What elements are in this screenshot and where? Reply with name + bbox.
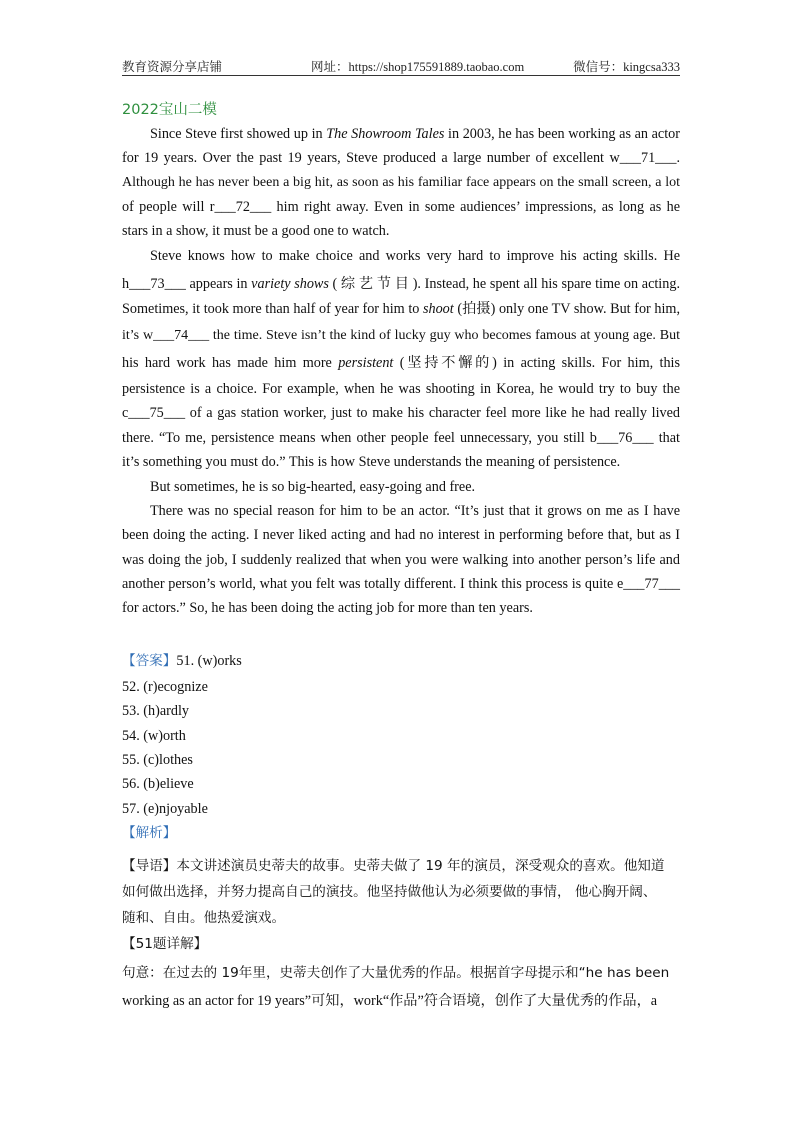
answer-57: 57. (e)njoyable (122, 801, 208, 817)
header-shop-name: 教育资源分享店铺 (122, 60, 223, 74)
passage-p4-line-1: There was no special reason for him to be an actor. “It’s just that it grows on me as I have (150, 503, 680, 519)
answer-53: 53. (h)ardly (122, 703, 189, 719)
passage-p4-line-4: another person’s world, what you felt was totally different. I think this process is quite e___77___ (122, 576, 680, 592)
page-header (122, 57, 680, 76)
passage-p4-line-3: was doing the job, I suddenly realized that when you were walking into another person’s life and (122, 552, 680, 568)
analysis-label: 【解析】 (122, 825, 177, 841)
passage-p1-line-2: for 19 years. Over the past 19 years, Steve produced a large number of excellent w___71___. (122, 150, 680, 166)
passage-p2-line-1: Steve knows how to make choice and works very hard to improve his acting skills. He (150, 248, 680, 264)
passage-p2-line-9: it’s something you must do.” This is how Steve understands the meaning of persistence. (122, 454, 621, 470)
passage-p2-line-7: c___75___ of a gas station worker, just to make his character feel more like he had really lived (122, 405, 680, 421)
guide-line-1: 【导语】本文讲述演员史蒂夫的故事。史蒂夫做了 19 年的演员，深受观众的喜欢。他知道 (122, 858, 665, 874)
answer-56: 56. (b)elieve (122, 776, 194, 792)
passage-p1-line-4: of people will r___72___ him right away. Even in some audiences’ impressions, as long as he (122, 199, 680, 215)
answer-label: 【答案】 (122, 653, 177, 669)
passage-p2-line-5: his hard work has made him more persistent (坚持不懈的) in acting skills. For him, this (122, 355, 681, 371)
passage-p2-line-8: there. “To me, persistence means when other people feel unnecessary, you still b___76___ that (122, 430, 680, 446)
guide-line-3: 随和、自由。他热爱演戏。 (122, 910, 286, 926)
passage-p4-line-2: been doing the acting. I never liked acting and had no interest in performing before that, but as I (122, 527, 680, 543)
passage-p2-line-2: h___73___ appears in variety shows ( 综 艺 节 目 ). Instead, he spent all his spare time on acting. (122, 276, 680, 292)
q51-detail-label: 【51题详解】 (122, 936, 208, 952)
header-wechat: 微信号：kingcsa333 (573, 60, 680, 74)
passage-p2-line-4: it’s w___74___ the time. Steve isn’t the kind of lucky guy who becomes famous at young age. But (122, 328, 680, 343)
passage-p4-line-5: for actors.” So, he has been doing the acting job for more than ten years. (122, 600, 533, 616)
passage-p1-line-3: Although he has never been a big hit, as soon as his familiar face appears on the small screen, a lot (122, 175, 680, 190)
q51-detail-line-2: working as an actor for 19 years”可知，work“作品”符合语境，创作了大量优秀的作品，a (122, 993, 658, 1009)
passage-p2-line-3: Sometimes, it took more than half of year for him to shoot (拍摄) only one TV show. But for him, (122, 301, 680, 317)
answer-54: 54. (w)orth (122, 728, 186, 744)
exam-source-title: 2022宝山二模 (122, 102, 217, 118)
passage-p1-line-1: Since Steve first showed up in The Showroom Tales in 2003, he has been working as an actor (150, 126, 680, 142)
q51-detail-line-1: 句意：在过去的 19年里，史蒂夫创作了大量优秀的作品。根据首字母提示和“he has been (122, 965, 670, 981)
guide-line-2: 如何做出选择，并努力提高自己的演技。他坚持做他认为必须要做的事情， 他心胸开阔、 (122, 884, 657, 900)
answer-51: 51. (w)orks (176, 653, 242, 669)
answer-52: 52. (r)ecognize (122, 679, 208, 695)
passage-p2-line-6: persistence is a choice. For example, when he was shooting in Korea, he would try to buy the (122, 381, 680, 397)
header-website: 网址：https://shop175591889.taobao.com (311, 60, 525, 74)
passage-p1-line-5: stars in a show, it must be a good one to watch. (122, 223, 390, 239)
show-title: The Showroom Tales (326, 126, 445, 142)
passage-p3: But sometimes, he is so big-hearted, easy-going and free. (150, 479, 476, 495)
answer-row-51 (122, 651, 242, 672)
answer-55: 55. (c)lothes (122, 752, 193, 768)
